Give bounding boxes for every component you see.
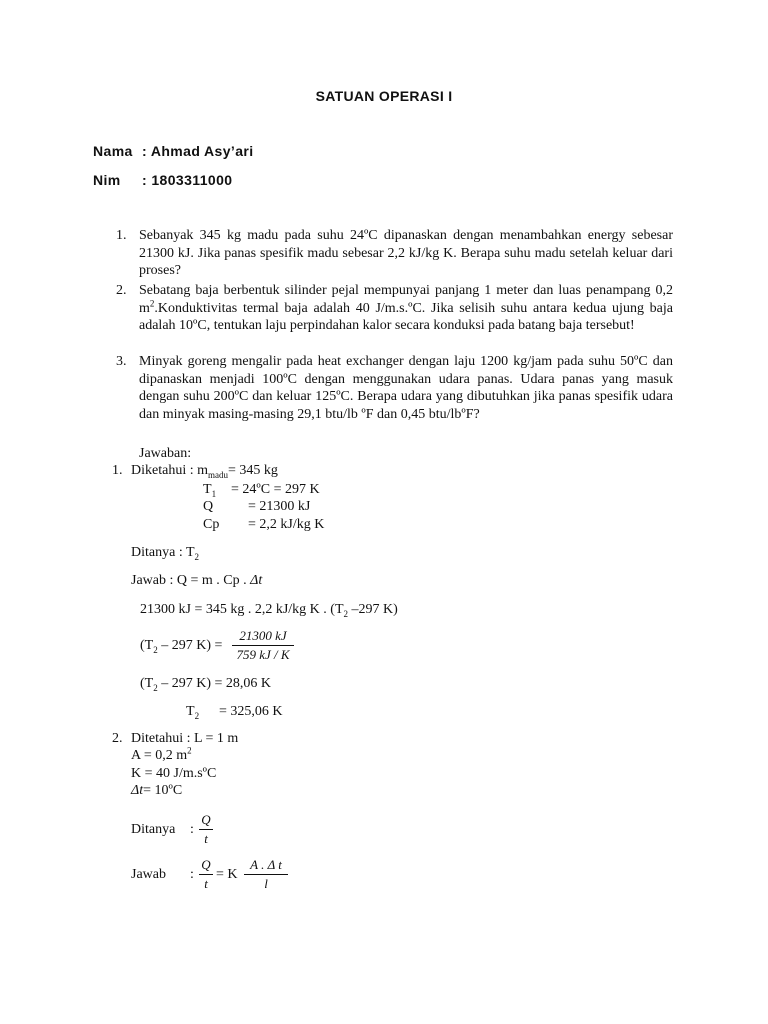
answer-number: 2.: [112, 731, 123, 746]
formula-heat: Jawab : Q = m . Cp . Δt: [131, 573, 263, 588]
fraction: [232, 628, 294, 663]
answer-colon: :: [190, 867, 194, 882]
asked-colon: :: [190, 822, 194, 837]
known-conductivity: K = 40 J/m.sºC: [131, 766, 217, 781]
fraction-bar: [232, 645, 294, 646]
name-label: Nama: [93, 143, 133, 159]
fraction-bar: [199, 874, 213, 875]
nim-value: : 1803311000: [142, 172, 233, 188]
answers-heading: Jawaban:: [139, 446, 192, 461]
result-t2-label: $T_2$: [186, 704, 200, 721]
step-substitution: 21300 kJ = 345 kg . 2,2 kJ/kg K . ($T_2$ –297 K): [140, 602, 398, 619]
nim-label: Nim: [93, 172, 121, 188]
fraction-denominator: t: [204, 831, 208, 846]
asked-label: Ditanya: [131, 822, 176, 837]
question-text: Minyak goreng mengalir pada heat exchanger dengan laju 1200 kg/jam pada suhu 50ºC dan dipanaskan menjadi 100ºC dengan menggunakan udara panas. Udara panas yang masuk dengan suhu 200ºC dan keluar 125ºC. Berapa udara yang dibutuhkan jika panas spesifik udara dan minyak masing-masing 29,1 btu/lb ºF dan 0,45 btu/lbºF?: [139, 354, 673, 422]
name-value: : Ahmad Asy’ari: [142, 143, 254, 159]
known-t1-value: = 24ºC = 297 K: [231, 482, 320, 497]
question-number: 1.: [116, 228, 127, 243]
equals-k: = K: [216, 867, 238, 882]
answer-label: Jawab: [131, 867, 166, 882]
fraction-numerator: Q: [201, 857, 211, 872]
known-delta-t: Δt= 10ºC: [131, 783, 183, 798]
fraction-bar: [199, 829, 213, 830]
known-mass: Diketahui : $m_{madu}= 345$ kg: [131, 463, 278, 480]
known-length: Ditetahui : L = 1 m: [131, 731, 239, 746]
fraction: [199, 812, 213, 847]
known-t1-label: $T_1$: [203, 482, 217, 499]
fraction: [244, 857, 288, 892]
fraction-denominator: l: [264, 876, 268, 891]
result-t2-value: = 325,06 K: [219, 704, 283, 719]
step-rearrange: ($T_2 - 297$ K) =: [140, 638, 223, 655]
fraction-denominator: 759 kJ / K: [236, 647, 290, 662]
known-cp-label: Cp: [203, 517, 220, 532]
step-difference: ($T_2 - 297$ K) = 28,06 K: [140, 676, 271, 693]
asked-t2: Ditanya : $T_2$: [131, 545, 200, 562]
known-area: A = 0,2 $m^2$: [131, 745, 192, 763]
known-q-label: Q: [203, 499, 214, 514]
fraction-denominator: t: [204, 876, 208, 891]
question-number: 2.: [116, 283, 127, 298]
question-text: Sebanyak 345 kg madu pada suhu 24ºC dipanaskan dengan menambahkan energy sebesar 21300 kJ. Jika panas spesifik madu sebesar 2,2 kJ/kg K. Berapa suhu madu setelah keluar dari proses?: [139, 228, 673, 278]
question-number: 3.: [116, 354, 127, 369]
page-title: SATUAN OPERASI I: [315, 88, 453, 104]
fraction-numerator: Q: [201, 812, 211, 827]
question-text: Sebatang baja berbentuk silinder pejal mempunyai panjang 1 meter dan luas penampang 0,2 $m^2.Konduktivitas$ termal baja adalah 40 J/m.s.ºC. Jika selisih suhu antara kedua ujung baja adalah 10ºC, tentukan laju perpindahan kalor secara konduksi pada batang baja tersebut!: [139, 283, 673, 333]
fraction-bar: [244, 874, 288, 875]
known-cp-value: = 2,2 kJ/kg K: [248, 517, 325, 532]
fraction-numerator: A . Δ t: [250, 857, 282, 872]
answer-number: 1.: [112, 463, 123, 478]
fraction: [199, 857, 213, 892]
known-q-value: = 21300 kJ: [248, 499, 311, 514]
fraction-numerator: 21300 kJ: [239, 628, 287, 643]
